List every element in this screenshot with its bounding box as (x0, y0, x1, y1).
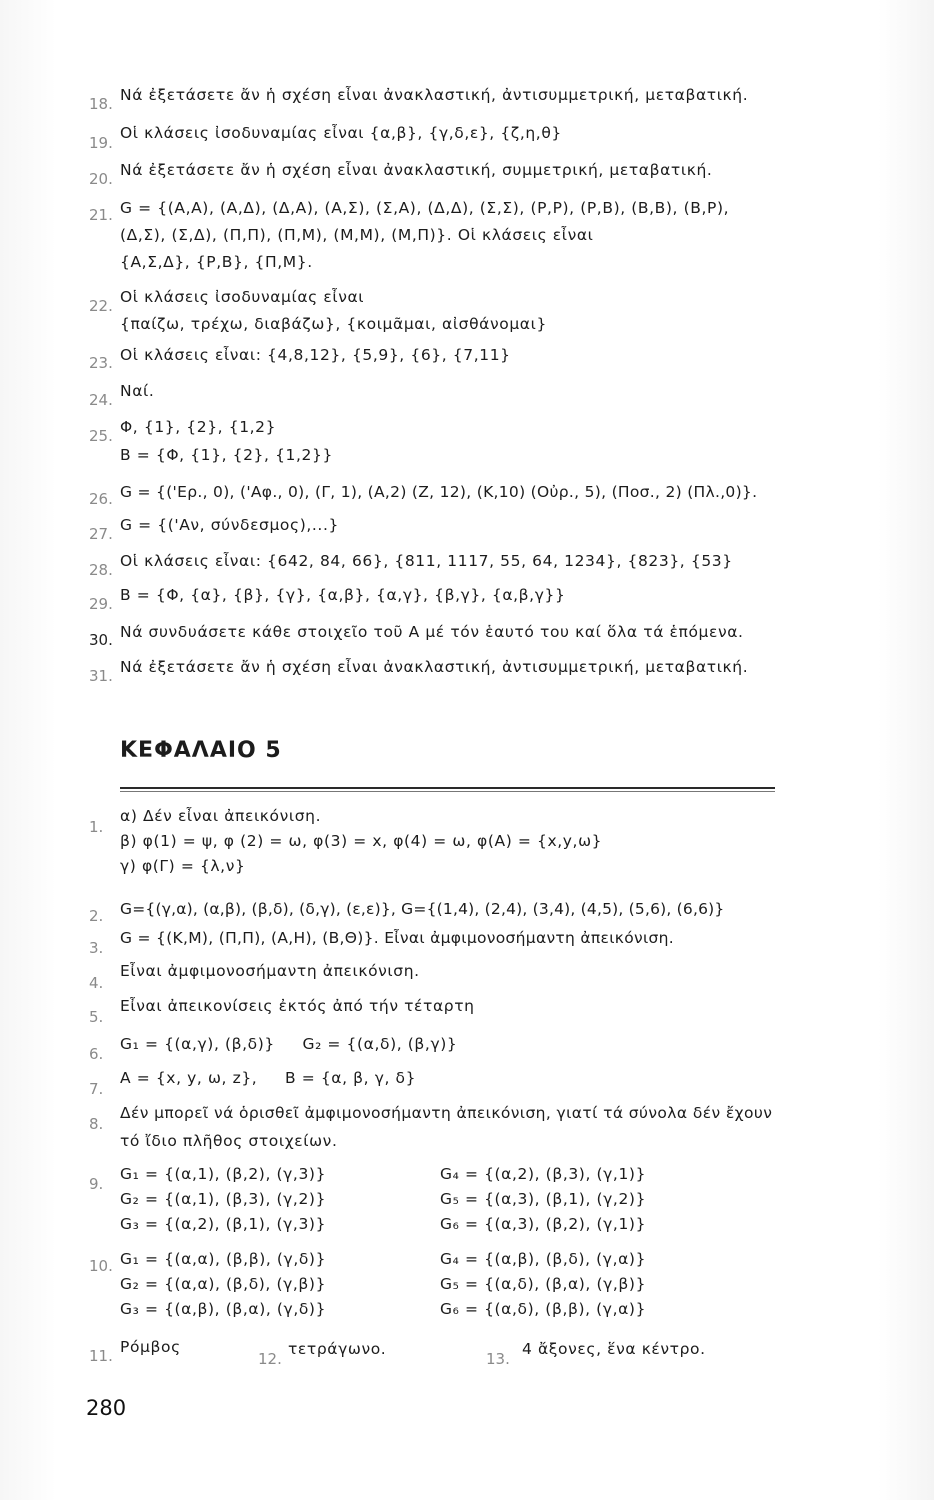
answer-11: Ρόμβος (120, 1338, 181, 1356)
answer-12: τετράγωνο. (288, 1340, 387, 1358)
answer-4: Εἶναι ἀμφιμονοσήμαντη ἀπεικόνιση. (120, 962, 420, 980)
item-number-2: 2. (89, 907, 104, 925)
answer-1-line-2: β) φ(1) = ψ, φ (2) = ω, φ(3) = x, φ(4) = ω, φ(A) = {x,y,ω} (120, 832, 603, 850)
answer-9-g4: G₄ = {(α,2), (β,3), (γ,1)} (440, 1165, 647, 1183)
answer-31: Νά ἐξετάσετε ἄν ἡ σχέση εἶναι ἀνακλαστική, ἀντισυμμετρική, μεταβατική. (120, 658, 749, 676)
answer-28: Οἱ κλάσεις εἶναι: {642, 84, 66}, {811, 1117, 55, 64, 1234}, {823}, {53} (120, 552, 733, 570)
item-number-3: 3. (89, 939, 104, 957)
answer-9-g5: G₅ = {(α,3), (β,1), (γ,2)} (440, 1190, 647, 1208)
item-number-31: 31. (89, 667, 113, 685)
answer-9-g6: G₆ = {(α,3), (β,2), (γ,1)} (440, 1215, 647, 1233)
answer-25-line-2: B = {Φ, {1}, {2}, {1,2}} (120, 446, 333, 464)
item-number-23: 23. (89, 354, 113, 372)
item-number-19: 19. (89, 134, 113, 152)
answer-9-g3: G₃ = {(α,2), (β,1), (γ,3)} (120, 1215, 327, 1233)
answer-1-line-1: α) Δέν εἶναι ἀπεικόνιση. (120, 807, 322, 825)
item-number-5: 5. (89, 1008, 104, 1026)
chapter-heading: ΚΕΦΑΛΑΙΟ 5 (120, 738, 282, 763)
answer-6: G₁ = {(α,γ), (β,δ)} G₂ = {(α,δ), (β,γ)} (120, 1035, 458, 1053)
answer-7: A = {x, y, ω, z}, B = {α, β, γ, δ} (120, 1069, 417, 1087)
answer-22-line-1: Οἱ κλάσεις ἰσοδυναμίας εἶναι (120, 288, 365, 306)
heading-rule-thin (120, 791, 775, 792)
answer-2: G={(γ,α), (α,β), (β,δ), (δ,γ), (ε,ε)}, G={(1,4), (2,4), (3,4), (4,5), (5,6), (6,6)} (120, 900, 725, 918)
item-number-4: 4. (89, 974, 104, 992)
answer-3: G = {(K,M), (Π,Π), (A,H), (B,Θ)}. Εἶναι ἀμφιμονοσήμαντη ἀπεικόνιση. (120, 929, 674, 947)
answer-19: Οἱ κλάσεις ἰσοδυναμίας εἶναι {α,β}, {γ,δ,ε}, {ζ,η,θ} (120, 124, 562, 142)
answer-23: Οἱ κλάσεις εἶναι: {4,8,12}, {5,9}, {6}, {7,11} (120, 346, 511, 364)
answer-25-line-1: Φ, {1}, {2}, {1,2} (120, 418, 277, 436)
item-number-20: 20. (89, 170, 113, 188)
item-number-8: 8. (89, 1115, 104, 1133)
heading-rule (120, 787, 775, 789)
item-number-27: 27. (89, 525, 113, 543)
item-number-25: 25. (89, 427, 113, 445)
answer-27: G = {('Αν, σύνδεσμος),...} (120, 516, 339, 534)
answer-10-g2: G₂ = {(α,α), (β,δ), (γ,β)} (120, 1275, 327, 1293)
answer-24: Ναί. (120, 382, 155, 400)
item-number-9: 9. (89, 1175, 104, 1193)
answer-9-g2: G₂ = {(α,1), (β,3), (γ,2)} (120, 1190, 327, 1208)
answer-21-line-2: (Δ,Σ), (Σ,Δ), (Π,Π), (Π,M), (M,M), (M,Π)}. Οἱ κλάσεις εἶναι (120, 226, 594, 244)
answer-10-g5: G₅ = {(α,δ), (β,α), (γ,β)} (440, 1275, 647, 1293)
item-number-1: 1. (89, 818, 104, 836)
answer-30: Νά συνδυάσετε κάθε στοιχεῖο τοῦ A μέ τόν ἑαυτό του καί ὅλα τά ἑπόμενα. (120, 623, 744, 641)
item-number-24: 24. (89, 391, 113, 409)
answer-22-line-2: {παίζω, τρέχω, διαβάζω}, {κοιμᾶμαι, αἰσθάνομαι} (120, 315, 547, 333)
item-number-12: 12. (258, 1350, 282, 1368)
answer-8-line-1: Δέν μπορεῖ νά ὁρισθεῖ ἀμφιμονοσήμαντη ἀπεικόνιση, γιατί τά σύνολα δέν ἔχουν (120, 1104, 773, 1122)
item-number-26: 26. (89, 490, 113, 508)
answer-21-line-3: {A,Σ,Δ}, {P,B}, {Π,M}. (120, 253, 313, 271)
item-number-29: 29. (89, 595, 113, 613)
answer-8-line-2: τό ἴδιο πλῆθος στοιχείων. (120, 1132, 338, 1150)
answer-26: G = {('Ερ., 0), ('Αφ., 0), (Γ, 1), (A,2) (Z, 12), (K,10) (Οὐρ., 5), (Ποσ., 2) (Πλ.,0)}. (120, 483, 758, 501)
answer-18: Νά ἐξετάσετε ἄν ἡ σχέση εἶναι ἀνακλαστική, ἀντισυμμετρική, μεταβατική. (120, 86, 749, 104)
item-number-13: 13. (486, 1350, 510, 1368)
answer-10-g1: G₁ = {(α,α), (β,β), (γ,δ)} (120, 1250, 327, 1268)
answer-10-g6: G₆ = {(α,δ), (β,β), (γ,α)} (440, 1300, 647, 1318)
item-number-28: 28. (89, 561, 113, 579)
item-number-18: 18. (89, 95, 113, 113)
page-number: 280 (86, 1396, 127, 1420)
answer-20: Νά ἐξετάσετε ἄν ἡ σχέση εἶναι ἀνακλαστική, συμμετρική, μεταβατική. (120, 161, 713, 179)
item-number-6: 6. (89, 1045, 104, 1063)
item-number-30: 30. (89, 631, 113, 649)
item-number-21: 21. (89, 206, 113, 224)
answer-10-g4: G₄ = {(α,β), (β,δ), (γ,α)} (440, 1250, 647, 1268)
answer-21-line-1: G = {(A,A), (A,Δ), (Δ,A), (A,Σ), (Σ,A), (Δ,Δ), (Σ,Σ), (P,P), (P,B), (B,B), (B,P), (120, 199, 730, 217)
answer-9-g1: G₁ = {(α,1), (β,2), (γ,3)} (120, 1165, 327, 1183)
item-number-10: 10. (89, 1257, 113, 1275)
answer-5: Εἶναι ἀπεικονίσεις ἐκτός ἀπό τήν τέταρτη (120, 997, 475, 1015)
item-number-11: 11. (89, 1347, 113, 1365)
answer-29: B = {Φ, {α}, {β}, {γ}, {α,β}, {α,γ}, {β,γ}, {α,β,γ}} (120, 586, 566, 604)
answer-10-g3: G₃ = {(α,β), (β,α), (γ,δ)} (120, 1300, 327, 1318)
answer-13: 4 ἄξονες, ἕνα κέντρο. (522, 1340, 706, 1358)
item-number-7: 7. (89, 1080, 104, 1098)
answer-1-line-3: γ) φ(Γ) = {λ,ν} (120, 857, 246, 875)
item-number-22: 22. (89, 297, 113, 315)
